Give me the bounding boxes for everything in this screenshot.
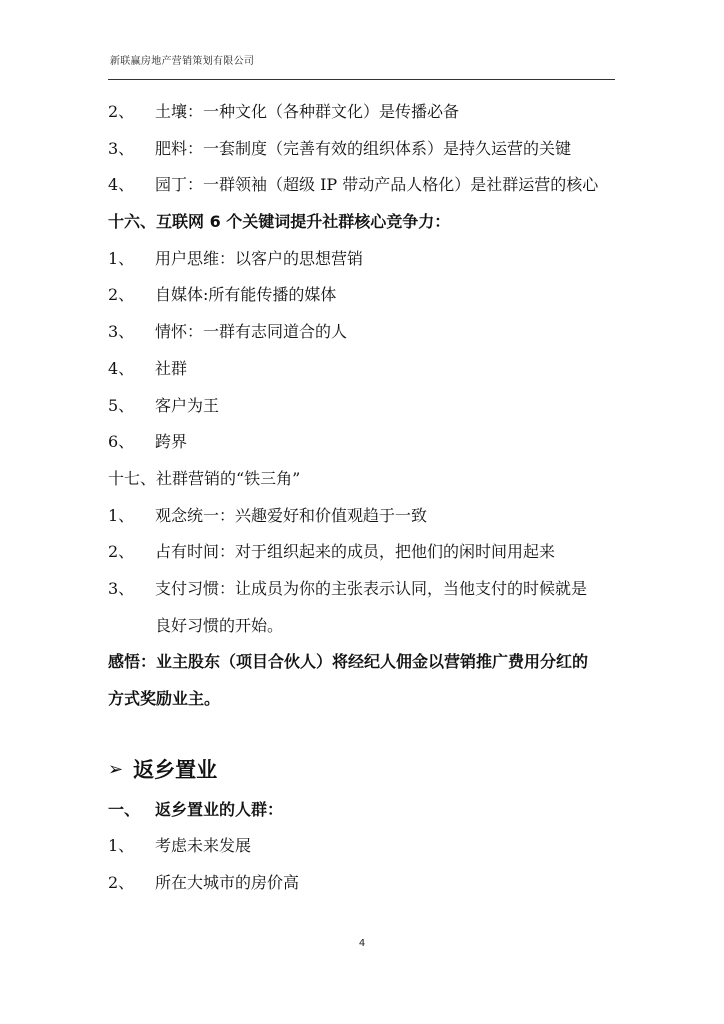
- heading-text: 返乡置业: [133, 757, 218, 782]
- item-number: 1、: [108, 836, 135, 856]
- list-item: [108, 351, 618, 388]
- list-item: [108, 828, 618, 865]
- item-text: 情怀：一群有志同道合的人: [155, 322, 348, 342]
- item-text: 占有时间：对于组织起来的成员，把他们的闲时间用起来: [155, 542, 556, 562]
- insight-line-2: 方式奖励业主。: [108, 689, 221, 708]
- list-item: [108, 571, 618, 608]
- list-item: [108, 277, 618, 314]
- subheading-number: 一、: [108, 799, 141, 819]
- insight-line-1: 感悟：业主股东（项目合伙人）将经纪人佣金以营销推广费用分红的: [108, 652, 589, 672]
- item-number: 1、: [108, 505, 135, 525]
- item-number: 3、: [108, 138, 135, 158]
- page-header-company: 新联赢房地产营销策划有限公司: [110, 56, 255, 67]
- subheading: [108, 792, 618, 829]
- list-item: [108, 388, 618, 425]
- item-number: 4、: [108, 358, 135, 378]
- item-number: 2、: [108, 542, 135, 562]
- arrow-bullet-icon: ➢: [108, 758, 124, 780]
- item-text: 园丁：一群领袖（超级 IP 带动产品人格化）是社群运营的核心: [155, 175, 599, 195]
- list-item: [108, 534, 618, 571]
- item-number: 3、: [108, 322, 135, 342]
- list-item: [108, 94, 618, 131]
- item-text: 用户思维：以客户的思想营销: [155, 248, 364, 268]
- item-number: 4、: [108, 175, 135, 195]
- list-item-continuation: 良好习惯的开始。: [155, 615, 284, 635]
- list-item: [108, 498, 618, 535]
- document-body: [108, 94, 618, 902]
- item-number: 3、: [108, 578, 135, 598]
- list-item: [108, 314, 618, 351]
- list-item: [108, 131, 618, 168]
- list-item: [108, 167, 618, 204]
- item-number: 2、: [108, 285, 135, 305]
- list-item: [108, 424, 618, 461]
- item-text: 考虑未来发展: [155, 836, 252, 856]
- item-text: 社群: [155, 358, 188, 378]
- list-item: [108, 241, 618, 278]
- item-text: 观念统一：兴趣爱好和价值观趋于一致: [155, 505, 428, 525]
- item-text: 客户为王: [155, 395, 220, 415]
- item-text: 所在大城市的房价高: [155, 873, 300, 893]
- list-item: [108, 865, 618, 902]
- item-number: 1、: [108, 248, 135, 268]
- item-text: 肥料：一套制度（完善有效的组织体系）是持久运营的关键: [155, 138, 572, 158]
- item-number: 5、: [108, 395, 135, 415]
- section-17-title: 十七、社群营销的“铁三角”: [108, 468, 301, 488]
- spacer: [108, 718, 618, 750]
- page-number: 4: [358, 938, 366, 949]
- item-text: 土壤：一种文化（各种群文化）是传播必备: [155, 102, 460, 121]
- header-rule: [108, 79, 615, 80]
- item-number: 2、: [108, 873, 135, 893]
- item-text: 自媒体:所有能传播的媒体: [155, 285, 337, 305]
- item-text: 支付习惯：让成员为你的主张表示认同，当他支付的时候就是: [155, 578, 588, 598]
- item-number: 6、: [108, 432, 135, 452]
- subheading-text: 返乡置业的人群：: [155, 799, 284, 819]
- item-text: 跨界: [155, 432, 188, 452]
- section-16-title: 十六、互联网 6 个关键词提升社群核心竞争力：: [108, 212, 451, 232]
- item-number: 2、: [108, 102, 135, 121]
- section-heading-return-home: [108, 750, 618, 790]
